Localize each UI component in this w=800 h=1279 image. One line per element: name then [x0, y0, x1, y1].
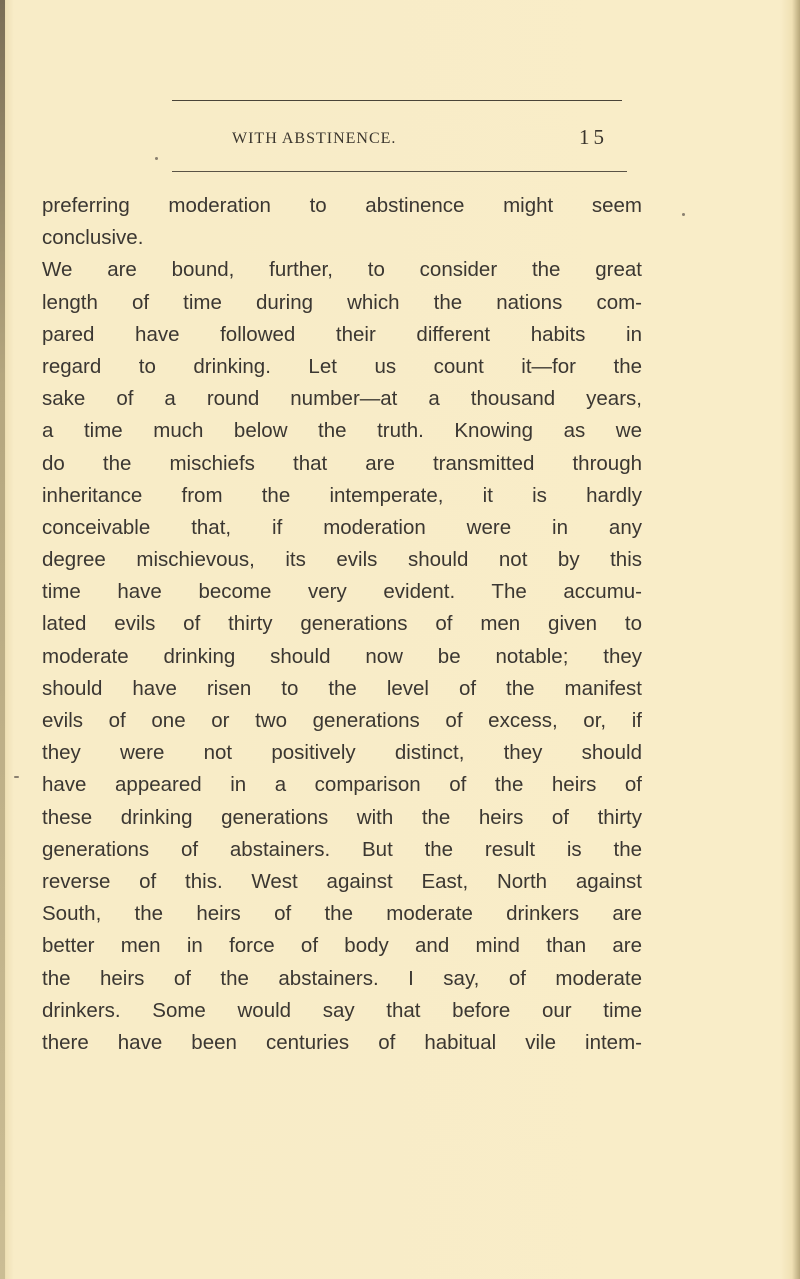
text-line: better men in force of body and mind than are [42, 934, 642, 958]
page-binding-edge [0, 0, 5, 1279]
ink-speck [682, 213, 685, 216]
text-line: regard to drinking. Let us count it—for the [42, 354, 642, 378]
text-line: South, the heirs of the moderate drinkers are [42, 902, 642, 926]
text-line: time have become very evident. The accumu- [42, 580, 642, 604]
text-line: a time much below the truth. Knowing as we [42, 419, 642, 443]
text-line: should have risen to the level of the manifest [42, 676, 642, 700]
text-line: lated evils of thirty generations of men given to [42, 612, 642, 636]
text-line: do the mischiefs that are transmitted through [42, 451, 642, 475]
text-line: sake of a round number—at a thousand years, [42, 387, 642, 411]
text-line: they were not positively distinct, they should [42, 741, 642, 765]
text-line: generations of abstainers. But the result is the [42, 837, 642, 861]
body-text [42, 190, 642, 1059]
text-line: inheritance from the intemperate, it is hardly [42, 483, 642, 507]
page-number: 15 [579, 125, 608, 149]
text-line: conceivable that, if moderation were in any [42, 515, 642, 539]
text-line: moderate drinking should now be notable; they [42, 644, 642, 668]
top-rule [172, 100, 622, 101]
running-head [232, 125, 608, 154]
text-line: evils of one or two generations of excess, or, if [42, 709, 642, 732]
text-line: pared have followed their different habits in [42, 322, 642, 346]
head-rule [172, 171, 627, 172]
text-line: have appeared in a comparison of the heirs of [42, 773, 642, 797]
text-line: these drinking generations with the heirs of thirty [42, 805, 642, 829]
ink-speck [155, 157, 158, 160]
text-line: preferring moderation to abstinence might seem [42, 194, 642, 217]
text-line: drinkers. Some would say that before our time [42, 998, 642, 1022]
ink-speck [14, 776, 19, 778]
text-line: degree mischievous, its evils should not by this [42, 548, 642, 572]
text-line: conclusive. [42, 226, 144, 250]
text-line: reverse of this. West against East, North against [42, 869, 642, 893]
text-line: length of time during which the nations com- [42, 290, 642, 314]
text-line: the heirs of the abstainers. I say, of moderate [42, 966, 642, 990]
text-line: there have been centuries of habitual vile intem- [42, 1030, 642, 1054]
text-line: We are bound, further, to consider the great [42, 258, 642, 282]
running-head-title: WITH ABSTINENCE. [232, 130, 397, 147]
